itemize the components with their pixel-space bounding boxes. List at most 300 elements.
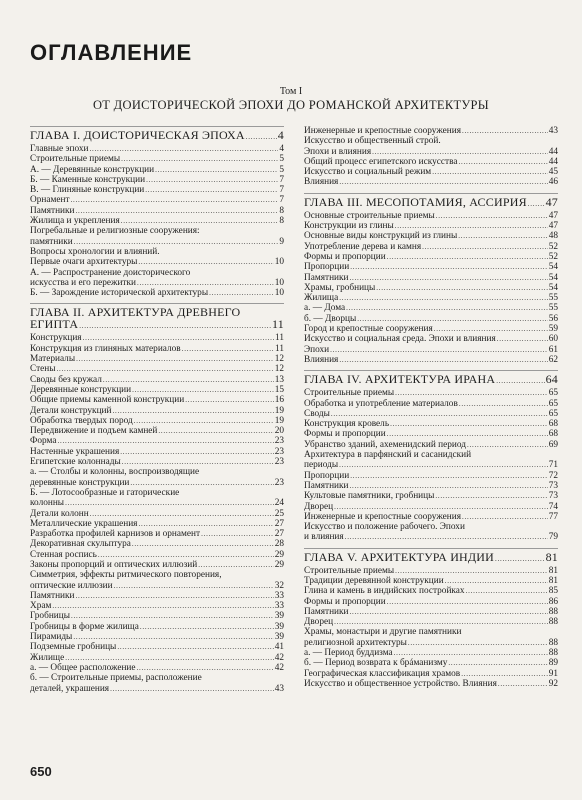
toc-right-column [304,126,558,694]
entry-text: а. — Столбы и колонны, воспроизводящие [30,467,200,478]
toc-entry [304,221,558,231]
entry-page: 42 [274,652,284,663]
toc-entry [304,502,558,512]
entry-page: 29 [274,549,284,560]
leader-dots [90,509,274,519]
chapter-title-line [30,318,284,332]
leader-dots [182,344,274,354]
leader-dots [334,617,548,627]
toc-entry [30,395,284,405]
toc-entry [304,324,558,334]
toc-entry [304,460,558,470]
toc-entry [30,344,284,354]
leader-dots [395,388,548,398]
toc-entry [30,278,284,288]
entry-page: 73 [548,491,558,502]
entry-page: 23 [274,446,284,457]
entry-text: Обработка и употребление материалов [304,398,458,409]
toc-entry [30,560,284,570]
leader-dots [120,447,273,457]
entry-text: а. — Дома [304,303,346,314]
leader-dots [76,206,279,216]
chapter-heading [30,306,284,332]
entry-text: Строительные приемы [304,388,395,399]
leader-dots [394,648,548,658]
entry-page: 54 [548,272,558,283]
entry-page: 28 [274,539,284,550]
entry-text: Своды [304,408,330,419]
entry-text: Конструкция [30,333,82,344]
toc-entry [304,566,558,576]
entry-text: Детали колонн [30,508,89,519]
toc-entry [304,597,558,607]
entry-text: деревянные конструкции [30,477,130,488]
toc-entry [304,314,558,324]
entry-text: Эпохи [304,344,330,355]
toc-entry [304,303,558,313]
toc-entry [30,632,284,642]
entry-text: Храм [30,601,52,612]
entry-page: 4 [279,144,284,154]
leader-dots [346,303,548,313]
toc-section [304,193,558,365]
entry-text: Убранство зданий, ахеменидский период [304,439,467,450]
entry-text: б. — Период возврата к брáманизму [304,658,448,669]
toc-entry [30,226,284,236]
entry-page: 74 [548,501,558,512]
leader-dots [387,429,548,439]
toc-entry [304,355,558,365]
entry-page: 52 [548,241,558,252]
toc-entry [304,399,558,409]
entry-text: б. — Дворцы [304,313,357,324]
entry-text: Декоративная скульптура [30,539,131,550]
entry-page: 61 [548,344,558,355]
entry-text: и влияния [304,532,344,543]
chapter-title: ГЛАВА IV. АРХИТЕКТУРА ИРАНА [304,372,496,387]
toc-entry [304,576,558,586]
leader-dots [201,529,274,539]
leader-dots [339,293,547,303]
leader-dots [121,154,278,164]
entry-page: 71 [548,460,558,471]
leader-dots [458,157,547,167]
leader-dots [528,196,545,210]
toc-entry [304,231,558,241]
entry-page: 48 [548,231,558,242]
entry-page: 19 [274,415,284,426]
toc-entry [30,519,284,529]
toc-entry [304,481,558,491]
entry-page: 88 [548,617,558,628]
entry-text: Передвижение и подъем камней [30,426,158,437]
toc-entry [304,532,558,542]
entry-page: 39 [274,621,284,632]
entry-text: Б. — Лотосообразные и гаторические [30,487,180,498]
entry-text: Стены [30,364,56,375]
entry-page: 33 [274,590,284,601]
leader-dots [462,512,548,522]
chapter-page: 4 [277,128,284,142]
entry-text: Памятники [30,205,75,216]
toc-section [304,126,558,188]
entry-text: Искусство и положение рабочего. Эпохи [304,522,465,533]
leader-dots [350,481,548,491]
entry-page: 73 [548,480,558,491]
leader-dots [198,560,273,570]
leader-dots [158,426,273,436]
entry-text: Искусство и общественный строй. [304,136,441,147]
entry-text: оптические иллюзии [30,580,113,591]
toc-entry [30,457,284,467]
leader-dots [390,419,548,429]
leader-dots [137,278,274,288]
entry-page: 23 [274,457,284,468]
entry-page: 55 [548,293,558,304]
leader-dots [138,257,273,267]
entry-text: Формы и пропорции [304,596,386,607]
toc-entry [30,195,284,205]
entry-text: Пропорции [304,262,350,273]
volume-label: Том I [279,86,303,97]
leader-dots [122,457,274,467]
entry-page: 32 [274,580,284,591]
leader-dots [74,237,279,247]
entry-text: Общие приемы каменной конструкции [30,395,185,406]
entry-text: Употребление дерева и камня [304,241,422,252]
leader-dots [350,262,547,272]
toc-entry [30,375,284,385]
toc-entry [30,591,284,601]
leader-dots [132,539,274,549]
leader-dots [65,653,273,663]
leader-dots [376,283,547,293]
entry-text: Жилища и укрепления [30,216,120,227]
entry-page: 8 [279,216,284,227]
leader-dots [436,211,548,221]
entry-page: 13 [274,374,284,385]
entry-text: Формы и пропорции [304,429,386,440]
chapter-divider [304,370,558,371]
leader-dots [357,314,548,324]
entry-text: Симметрия, эффекты ритмического повторения, [30,570,222,581]
chapter-page: 64 [545,372,558,387]
leader-dots [134,416,274,426]
leader-dots [445,576,548,586]
entry-text: Жилища [304,293,339,304]
entry-text: Своды без кружал [30,374,102,385]
entry-text: Строительные приемы [30,154,121,165]
leader-dots [73,632,273,642]
toc-entry [30,247,284,257]
toc-entry [30,206,284,216]
entry-page: 68 [548,419,558,430]
entry-text: Гробницы в форме жилища [30,621,139,632]
entry-text: Вопросы хронологии и влияний. [30,246,160,257]
leader-dots [432,167,548,177]
entry-text: Б. — Каменные конструкции [30,174,146,185]
entry-page: 54 [548,282,558,293]
toc-entry [304,627,558,637]
toc-entry [30,288,284,298]
toc-entry [30,144,284,154]
toc-entry [30,653,284,663]
entry-text: Материалы [30,354,76,365]
entry-text: Детали конструкций [30,405,112,416]
entry-page: 7 [279,185,284,196]
volume-title: ОТ ДОИСТОРИЧЕСКОЙ ЭПОХИ ДО РОМАНСКОЙ АРХИТЕКТУРЫ [92,98,489,112]
toc-entry [30,498,284,508]
entry-text: Архитектура в парфянский и сасанидский [304,450,472,461]
entry-text: Город и крепостные сооружения [304,324,433,335]
entry-text: колонны [30,498,65,509]
chapter-title: ГЛАВА I. ДОИСТОРИЧЕСКАЯ ЭПОХА [30,128,245,142]
entry-text: В. — Глиняные конструкции [30,185,145,196]
leader-dots [130,478,273,488]
leader-dots [121,216,279,226]
entry-text: Конструкции из глины [304,221,394,232]
toc-entry [304,491,558,501]
toc-entry [304,658,558,668]
entry-text: Глина и камень в индийских постройках [304,586,465,597]
entry-page: 81 [548,575,558,586]
toc-section [304,548,558,690]
leader-dots [387,252,548,262]
entry-text: Пропорции [304,470,350,481]
toc-entry [30,268,284,278]
entry-text: Памятники [304,606,349,617]
entry-page: 16 [274,395,284,406]
leader-dots [52,601,273,611]
toc-entry [30,611,284,621]
toc-entry [304,262,558,272]
entry-page: 20 [274,426,284,437]
toc-entry [304,638,558,648]
leader-dots [209,288,274,298]
leader-dots [146,175,278,185]
entry-page: 11 [275,333,284,344]
toc-entry [30,509,284,519]
entry-page: 39 [274,632,284,643]
entry-text: Строительные приемы [304,565,395,576]
entry-page: 44 [548,156,558,167]
toc-entry [30,550,284,560]
entry-text: Влияния [304,354,339,365]
chapter-page: 11 [272,317,284,332]
leader-dots [458,231,547,241]
entry-page: 65 [548,388,558,399]
toc-entry [30,663,284,673]
entry-text: Основные виды конструкций из глины [304,231,458,242]
leader-dots [467,440,548,450]
toc-entry [30,488,284,498]
leader-dots [103,375,274,385]
toc-entry [304,679,558,689]
entry-page: 27 [274,518,284,529]
entry-text: Эпохи и влияния [304,146,372,157]
entry-page: 86 [548,596,558,607]
entry-page: 5 [279,164,284,175]
toc-entry [304,586,558,596]
entry-text: а. — Общее расположение [30,662,136,673]
leader-dots [57,436,273,446]
chapter-title: ГЛАВА II. АРХИТЕКТУРА ДРЕВНЕГО [30,305,241,320]
toc-entry [304,177,558,187]
entry-page: 41 [274,642,284,653]
entry-text: Металлические украшения [30,518,138,529]
toc-entry [304,429,558,439]
entry-page: 5 [279,154,284,165]
entry-page: 88 [548,606,558,617]
entry-text: Памятники [304,272,349,283]
entry-text: Искусство и общественное устройство. Влияния [304,678,497,689]
entry-text: Пирамиды [30,632,73,643]
entry-page: 8 [279,205,284,216]
chapter-divider [30,126,284,127]
toc-entry [30,175,284,185]
leader-dots [466,586,548,596]
entry-page: 23 [274,436,284,447]
leader-dots [137,663,274,673]
entry-text: Настенные украшения [30,446,120,457]
toc-entry [304,607,558,617]
entry-text: Разработка профилей карнизов и орнамент [30,529,201,540]
leader-dots [132,385,274,395]
entry-page: 77 [548,511,558,522]
entry-text: Законы пропорций и оптических иллюзий [30,559,198,570]
toc-entry [304,648,558,658]
toc-entry [30,237,284,247]
entry-page: 33 [274,601,284,612]
entry-text: а. — Период буддизма [304,648,393,659]
toc-section [304,370,558,542]
leader-dots [422,242,548,252]
entry-page: 79 [548,532,558,543]
leader-dots [434,324,548,334]
entry-text: Египетские колоннады [30,457,121,468]
entry-page: 7 [279,195,284,206]
leader-dots [395,566,548,576]
toc-section [30,126,284,298]
chapter-divider [30,303,284,304]
entry-page: 52 [548,251,558,262]
leader-dots [330,345,548,355]
entry-text: Памятники [30,590,75,601]
entry-page: 9 [279,236,284,247]
leader-dots [138,519,273,529]
entry-text: периоды [304,460,339,471]
leader-dots [350,607,548,617]
leader-dots [76,591,274,601]
toc-entry [304,147,558,157]
entry-text: Конструкция из глиняных материалов [30,343,181,354]
toc-entry [304,211,558,221]
chapter-heading [30,129,284,143]
page-number: 650 [30,764,52,779]
leader-dots [65,498,274,508]
entry-page: 65 [548,398,558,409]
toc-entry [304,126,558,136]
entry-text: Памятники [304,480,349,491]
entry-page: 29 [274,559,284,570]
entry-text: Б. — Зарождение исторической архитектуры [30,288,209,299]
leader-dots [57,364,274,374]
entry-page: 88 [548,637,558,648]
entry-text: памятники [30,236,73,247]
leader-dots [435,491,547,501]
toc-entry [304,409,558,419]
page-title: ОГЛАВЛЕНИЕ [30,40,193,65]
entry-page: 24 [274,498,284,509]
toc-entry [30,684,284,694]
entry-page: 72 [548,470,558,481]
toc-entry [30,354,284,364]
entry-page: 12 [274,354,284,365]
leader-dots [76,354,274,364]
chapter-title: ГЛАВА III. МЕСОПОТАМИЯ, АССИРИЯ [304,194,527,209]
entry-page: 44 [548,146,558,157]
entry-page: 85 [548,586,558,597]
leader-dots [461,669,548,679]
toc-entry [304,293,558,303]
leader-dots [145,185,278,195]
leader-dots [372,147,548,157]
toc-entry [30,570,284,580]
entry-page: 68 [548,429,558,440]
leader-dots [71,195,279,205]
entry-text: Влияния [304,177,339,188]
leader-dots [110,684,274,694]
toc-entry [30,622,284,632]
entry-page: 42 [274,662,284,673]
entry-text: Искусство и социальная среда. Эпохи и влияния [304,334,496,345]
leader-dots [462,126,548,136]
entry-text: Форма [30,436,57,447]
toc-entry [30,385,284,395]
chapter-divider [304,193,558,194]
entry-text: Основные строительные приемы [304,210,435,221]
entry-page: 88 [548,648,558,659]
leader-dots [334,502,548,512]
entry-page: 47 [548,221,558,232]
entry-page: 56 [548,313,558,324]
entry-text: религиозной архитектуры [304,637,407,648]
toc-entry [304,157,558,167]
entry-page: 91 [548,668,558,679]
leader-dots [408,638,548,648]
toc-entry [30,529,284,539]
toc-entry [304,440,558,450]
toc-entry [304,345,558,355]
leader-dots [71,611,274,621]
entry-text: Орнамент [30,195,70,206]
toc-section [30,303,284,693]
entry-page: 47 [548,210,558,221]
toc-entry [304,522,558,532]
chapter-heading [304,196,558,210]
toc-left-column [30,126,284,699]
entry-text: Обработка твердых пород [30,415,133,426]
chapter-divider [304,548,558,549]
leader-dots [339,355,547,365]
toc-entry [30,364,284,374]
leader-dots [331,409,548,419]
leader-dots [155,165,278,175]
leader-dots [79,318,271,332]
leader-dots [90,144,279,154]
entry-page: 25 [274,508,284,519]
leader-dots [350,273,548,283]
